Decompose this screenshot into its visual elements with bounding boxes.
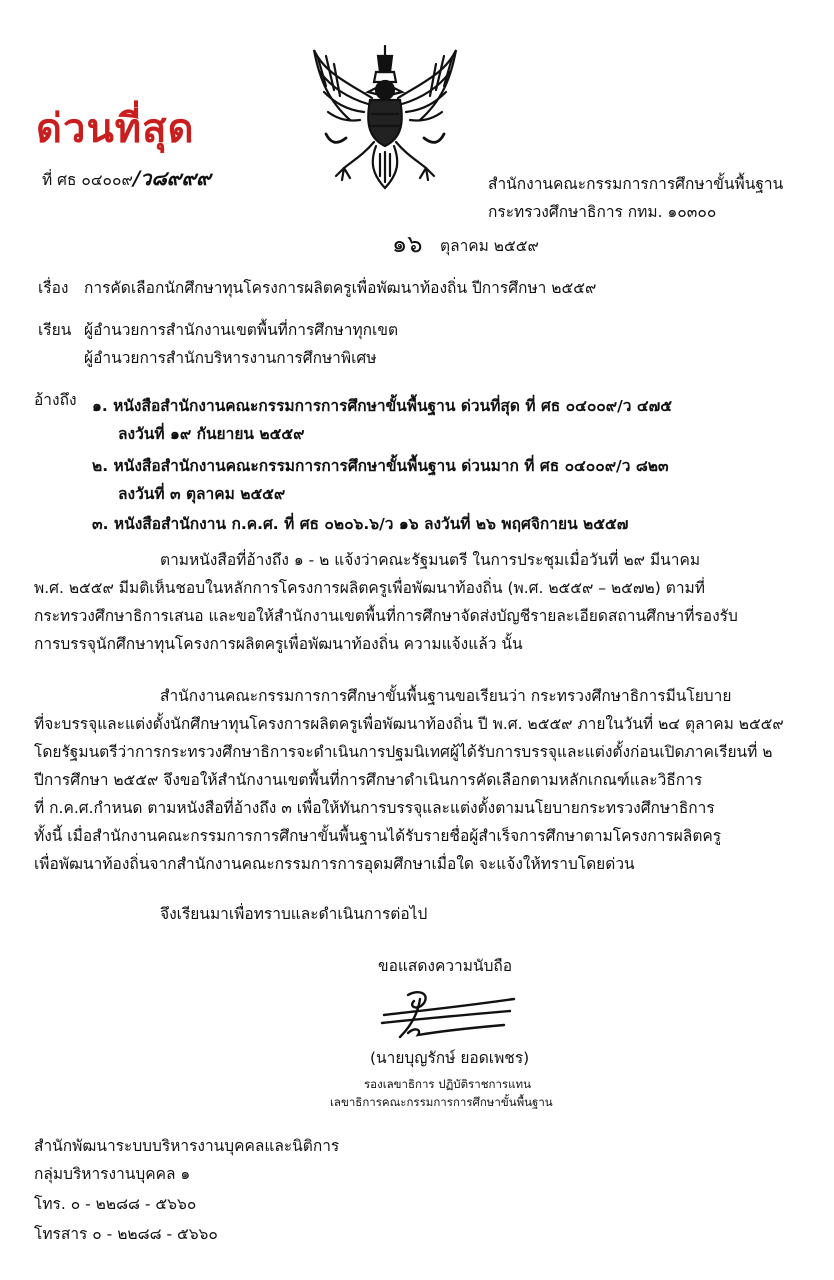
reference-number	[42, 168, 211, 190]
garuda-emblem-icon	[306, 42, 464, 192]
footer-fax: โทรสาร ๐ - ๒๒๘๘ - ๕๖๖๐	[34, 1225, 218, 1243]
paragraph-line: ทั้งนี้ เมื่อสำนักงานคณะกรรมการการศึกษาขั้นพื้นฐานได้รับรายชื่อผู้สำเร็จการศึกษาตามโครงการผลิตครู	[34, 827, 722, 845]
recipient-line-1: ผู้อำนวยการสำนักงานเขตพื้นที่การศึกษาทุกเขต	[84, 321, 399, 339]
salutation: ขอแสดงความนับถือ	[378, 957, 513, 975]
paragraph-line: ที่จะบรรจุและแต่งตั้งนักศึกษาทุนโครงการผลิตครูเพื่อพัฒนาท้องถิ่น ปี พ.ศ. ๒๕๕๙ ภายในวันที่ ๒๔ ตุลาคม ๒๕๕๙	[34, 715, 784, 733]
signatory-position-1: รองเลขาธิการ ปฏิบัติราชการแทน	[364, 1077, 531, 1091]
date-day: ๑๖	[392, 230, 423, 258]
paragraph-line: การบรรจุนักศึกษาทุนโครงการผลิตครูเพื่อพัฒนาท้องถิ่น ความแจ้งแล้ว นั้น	[34, 635, 523, 653]
footer-department: สำนักพัฒนาระบบบริหารงานบุคคลและนิติการ	[34, 1137, 340, 1155]
paragraph-line: โดยรัฐมนตรีว่าการกระทรวงศึกษาธิการจะดำเนินการปฐมนิเทศผู้ได้รับการบรรจุและแต่งตั้งก่อนเปิดภาคเรียนที่ ๒	[34, 743, 773, 761]
closing-sentence: จึงเรียนมาเพื่อทราบและดำเนินการต่อไป	[160, 905, 428, 923]
reference-item-1-date: ลงวันที่ ๑๙ กันยายน ๒๕๕๙	[118, 425, 305, 443]
reference-item-2-date: ลงวันที่ ๓ ตุลาคม ๒๕๕๙	[118, 485, 286, 503]
footer-phone: โทร. ๐ - ๒๒๘๘ - ๕๖๖๐	[34, 1195, 197, 1213]
signatory-position-2: เลขาธิการคณะกรรมการการศึกษาขั้นพื้นฐาน	[330, 1095, 553, 1109]
paragraph-line: ที่ ก.ค.ศ.กำหนด ตามหนังสือที่อ้างถึง ๓ เพื่อให้ทันการบรรจุและแต่งตั้งตามนโยบายกระทรวงศึกษาธิการ	[34, 799, 715, 817]
reference-item-2: ๒. หนังสือสำนักงานคณะกรรมการการศึกษาขั้นพื้นฐาน ด่วนมาก ที่ ศธ ๐๔๐๐๙/ว ๘๒๓	[92, 457, 669, 475]
office-name: สำนักงานคณะกรรมการการศึกษาขั้นพื้นฐาน	[488, 175, 784, 193]
subject-text: การคัดเลือกนักศึกษาทุนโครงการผลิตครูเพื่อพัฒนาท้องถิ่น ปีการศึกษา ๒๕๕๙	[84, 279, 597, 297]
paragraph-line: กระทรวงศึกษาธิการเสนอ และขอให้สำนักงานเขตพื้นที่การศึกษาจัดส่งบัญชีรายละเอียดสถานศึกษาที่รองรับ	[34, 607, 738, 625]
office-address: กระทรวงศึกษาธิการ กทม. ๑๐๓๐๐	[488, 203, 717, 221]
date-month-year: ตุลาคม ๒๕๕๙	[440, 237, 539, 255]
footer-group: กลุ่มบริหารงานบุคคล ๑	[34, 1165, 191, 1183]
paragraph-line: สำนักงานคณะกรรมการการศึกษาขั้นพื้นฐานขอเรียนว่า กระทรวงศึกษาธิการมีนโยบาย	[160, 687, 732, 705]
references-label: อ้างถึง	[34, 391, 77, 409]
signatory-name: (นายบุญรักษ์ ยอดเพชร)	[370, 1049, 530, 1067]
reference-prefix: ที่ ศธ ๐๔๐๐๙	[42, 171, 133, 189]
paragraph-line: ปีการศึกษา ๒๕๕๙ จึงขอให้สำนักงานเขตพื้นที่การศึกษาดำเนินการคัดเลือกตามหลักเกณฑ์และวิธีการ	[34, 771, 703, 789]
reference-item-1: ๑. หนังสือสำนักงานคณะกรรมการการศึกษาขั้นพื้นฐาน ด่วนที่สุด ที่ ศธ ๐๔๐๐๙/ว ๔๗๕	[92, 397, 672, 415]
urgency-stamp: ด่วนที่สุด	[36, 106, 195, 152]
recipient-label: เรียน	[38, 321, 72, 339]
handwritten-signature-icon	[378, 985, 518, 1043]
paragraph-line: พ.ศ. ๒๕๕๙ มีมติเห็นชอบในหลักการโครงการผลิตครูเพื่อพัฒนาท้องถิ่น (พ.ศ. ๒๕๕๙ – ๒๕๗๒) ตามที่	[34, 579, 705, 597]
paragraph-line: เพื่อพัฒนาท้องถิ่นจากสำนักงานคณะกรรมการการอุดมศึกษาเมื่อใด จะแจ้งให้ทราบโดยด่วน	[34, 855, 635, 873]
reference-item-3: ๓. หนังสือสำนักงาน ก.ค.ศ. ที่ ศธ ๐๒๐๖.๖/ว ๑๖ ลงวันที่ ๒๖ พฤศจิกายน ๒๕๕๗	[92, 515, 629, 533]
reference-handwritten: /ว๘๙๙๙	[132, 166, 211, 190]
recipient-line-2: ผู้อำนวยการสำนักบริหารงานการศึกษาพิเศษ	[84, 349, 377, 367]
paragraph-line: ตามหนังสือที่อ้างถึง ๑ - ๒ แจ้งว่าคณะรัฐมนตรี ในการประชุมเมื่อวันที่ ๒๙ มีนาคม	[160, 551, 701, 569]
subject-label: เรื่อง	[38, 279, 69, 297]
